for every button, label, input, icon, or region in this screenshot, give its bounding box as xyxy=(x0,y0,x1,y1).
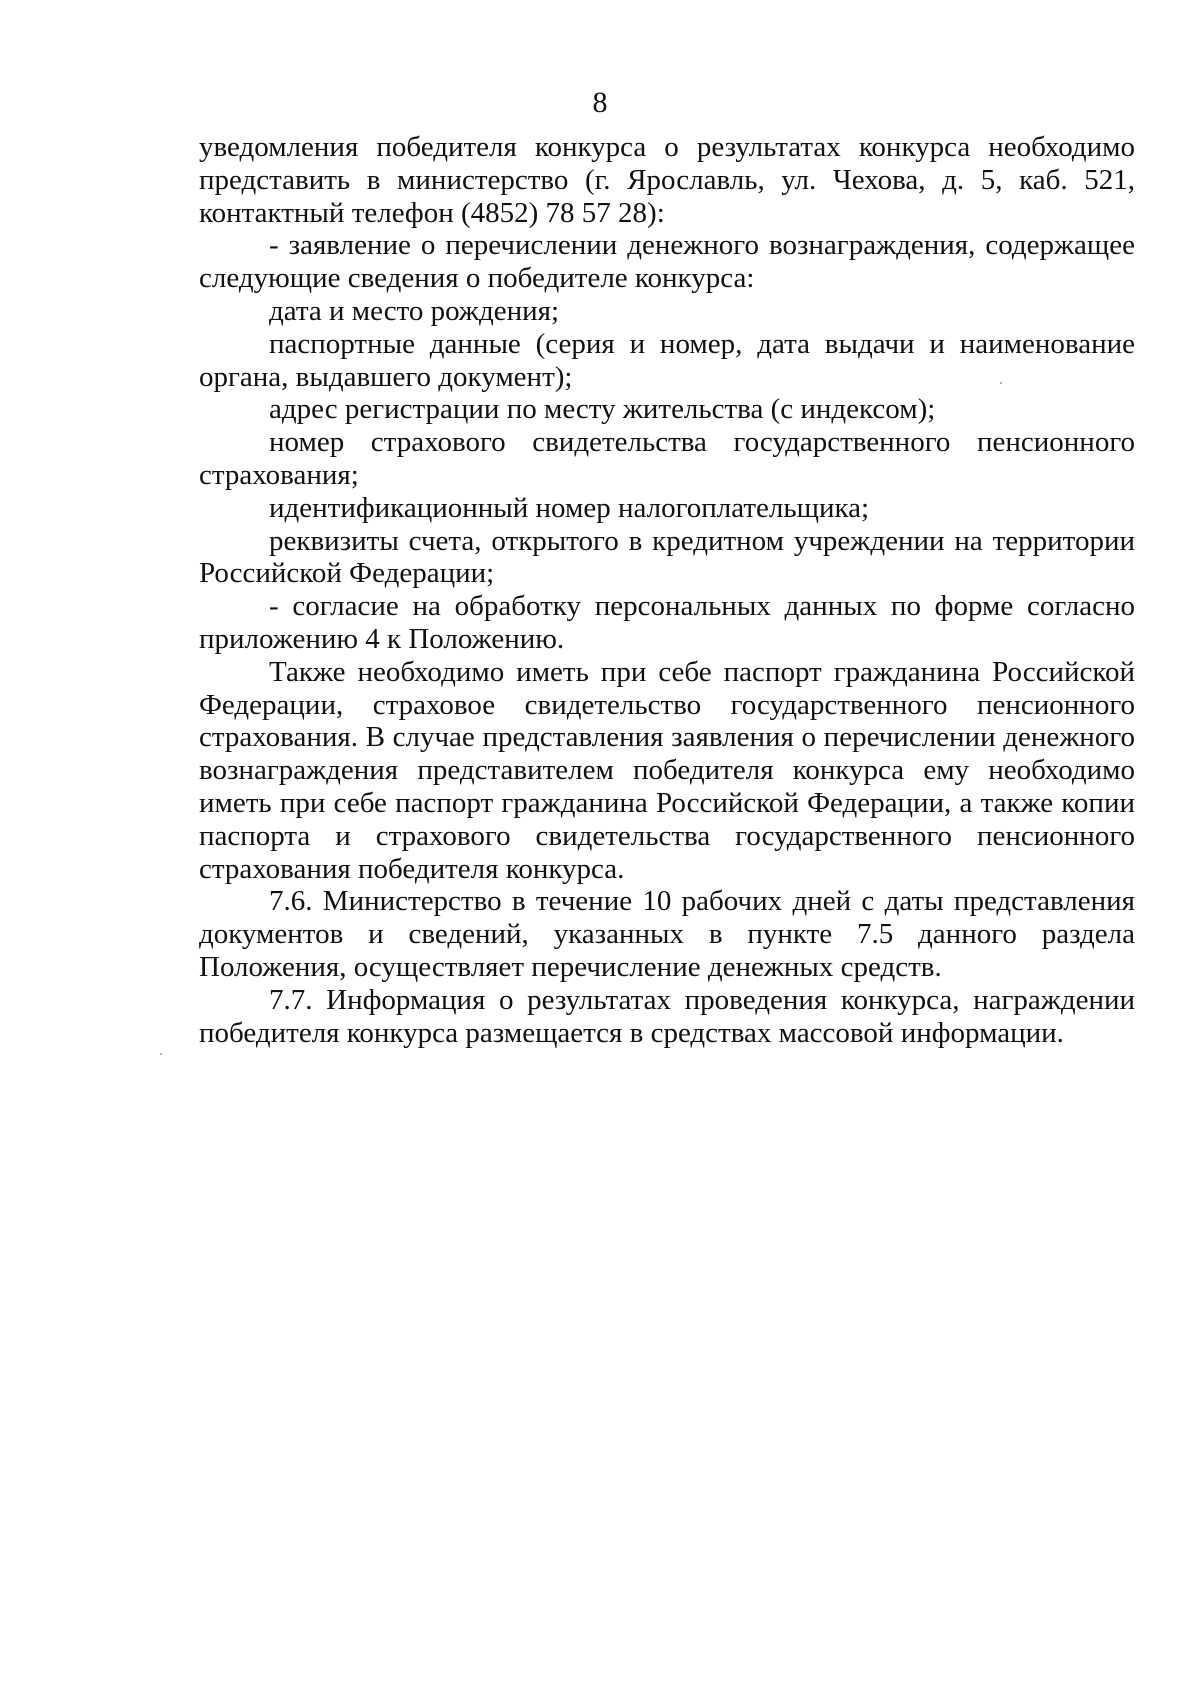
paragraph-application-item: - заявление о перечислении денежного вознаграждения, содержащее следующие сведения о победителе конкурса: xyxy=(199,229,1135,295)
document-body xyxy=(199,131,1135,1049)
paragraph-notification-address: уведомления победителя конкурса о результатах конкурса необходимо представить в министерство (г. Ярославль, ул. Чехова, д. 5, каб. 521, контактный телефон (4852) 78 57 28): xyxy=(199,131,1135,229)
scan-speck xyxy=(160,1053,162,1055)
paragraph-insurance-number: номер страхового свидетельства государственного пенсионного страхования; xyxy=(199,426,1135,491)
scan-speck xyxy=(1000,382,1002,384)
paragraph-bank-details: реквизиты счета, открытого в кредитном учреждении на территории Российской Федерации; xyxy=(199,524,1135,590)
paragraph-registration-address: адрес регистрации по месту жительства (с индексом); xyxy=(269,393,936,426)
paragraph-passport-data: паспортные данные (серия и номер, дата выдачи и наименование органа, выдавшего документ); xyxy=(199,327,1135,393)
paragraph-required-documents: Также необходимо иметь при себе паспорт гражданина Российской Федерации, страховое свидетельство государственного пенсионного страхования. В случае представления заявления о перечислении денежного вознаграждения представителем победителя конкурса ему необходимо иметь при себе паспорт гражданина Российской Федерации, а также копии паспорта и страхового свидетельства государственного пенсионного страхования победителя конкурса. xyxy=(199,655,1135,885)
paragraph-taxpayer-id: идентификационный номер налогоплательщика; xyxy=(269,491,870,524)
paragraph-birth-date-place: дата и место рождения; xyxy=(269,294,560,327)
paragraph-consent-item: - согласие на обработку персональных данных по форме согласно приложению 4 к Положению. xyxy=(199,590,1135,655)
page-number: 8 xyxy=(592,86,608,119)
paragraph-section-7-6: 7.6. Министерство в течение 10 рабочих дней с даты представления документов и сведений, указанных в пункте 7.5 данного раздела Положения, осуществляет перечисление денежных средств. xyxy=(199,885,1135,983)
paragraph-section-7-7: 7.7. Информация о результатах проведения конкурса, награждении победителя конкурса размещается в средствах массовой информации. xyxy=(199,983,1135,1049)
